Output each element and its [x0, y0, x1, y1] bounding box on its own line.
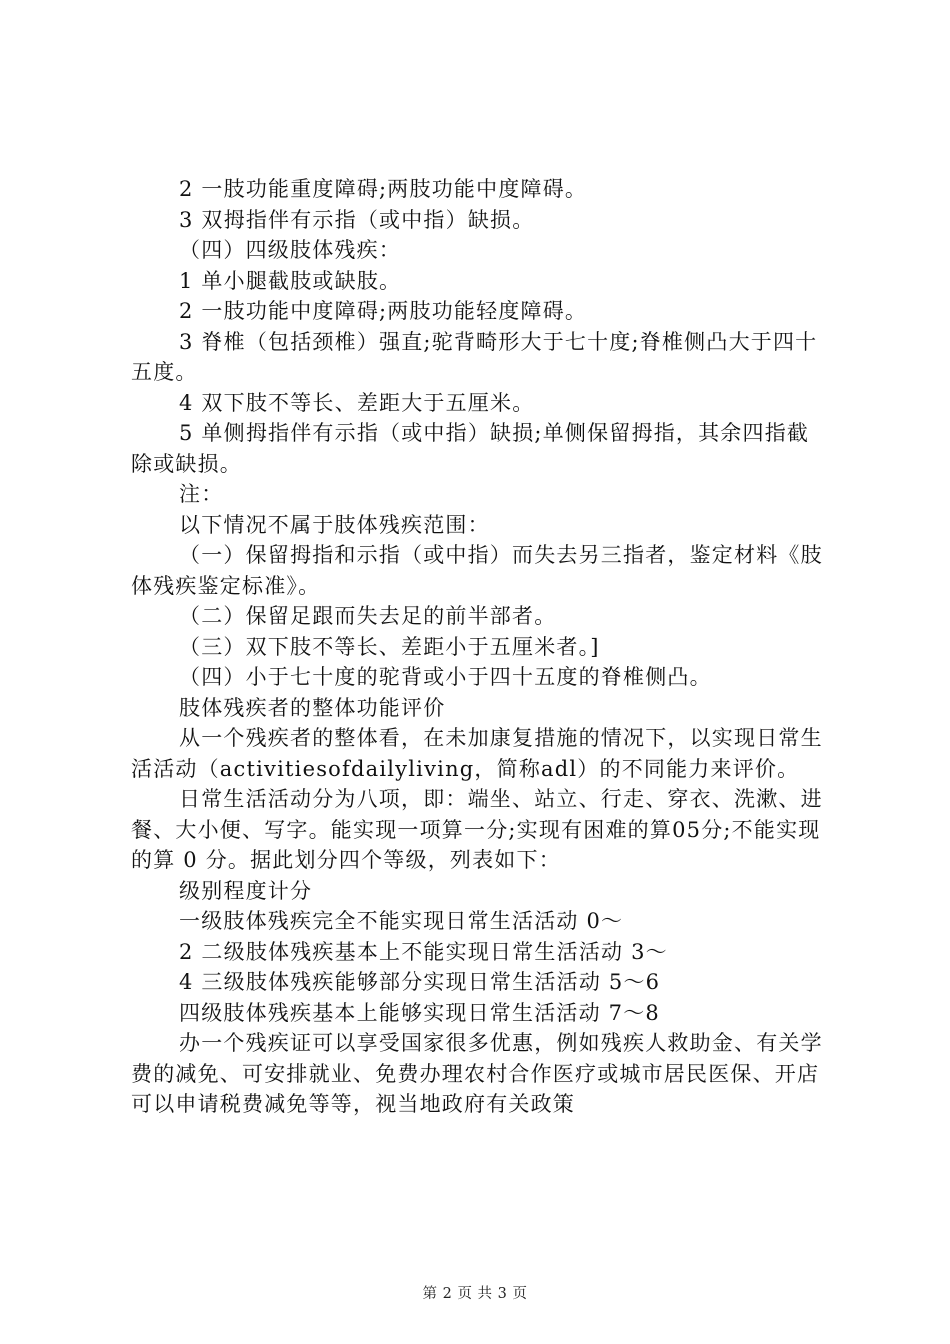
paragraph: 1 单小腿截肢或缺肢。: [179, 268, 402, 293]
paragraph: 日常生活活动分为八项，即：端坐、站立、行走、穿衣、洗漱、进餐、大小便、写字。能实现一项算一分;实现有困难的算05分;不能实现的算 0 分。据此划分四个等级，列表如下：: [131, 787, 823, 872]
paragraph: （四）四级肢体残疾：: [179, 238, 401, 262]
paragraph: （二）保留足跟而失去足的前半部者。: [179, 604, 557, 628]
table-row-line: 4 三级肢体残疾能够部分实现日常生活活动 5～6: [179, 970, 661, 994]
page-number-footer: 第 2 页 共 3 页: [422, 1286, 528, 1302]
table-header-line: 级别程度计分: [179, 878, 313, 903]
paragraph: 2 一肢功能中度障碍;两肢功能轻度障碍。: [179, 299, 588, 323]
paragraph: （四）小于七十度的驼背或小于四十五度的脊椎侧凸。: [179, 665, 712, 689]
paragraph: 以下情况不属于肢体残疾范围：: [179, 512, 490, 537]
document-body: [131, 174, 831, 1120]
paragraph: 注：: [179, 482, 224, 506]
paragraph: 4 双下肢不等长、差距大于五厘米。: [179, 390, 535, 415]
paragraph: （三）双下肢不等长、差距小于五厘米者。]: [179, 634, 600, 659]
section-heading: 肢体残疾者的整体功能评价: [179, 695, 446, 720]
paragraph: 5 单侧拇指伴有示指（或中指）缺损;单侧保留拇指，其余四指截除或缺损。: [131, 421, 810, 476]
paragraph: （一）保留拇指和示指（或中指）而失去另三指者，鉴定材料《肢体残疾鉴定标准》。: [131, 543, 823, 598]
paragraph: 办一个残疾证可以享受国家很多优惠，例如残疾人救助金、有关学费的减免、可安排就业、免费办理农村合作医疗或城市居民医保、开店可以申请税费减免等等，视当地政府有关政策: [131, 1031, 823, 1116]
table-row-line: 四级肢体残疾基本上能够实现日常生活活动 7～8: [179, 1000, 660, 1025]
paragraph: 2 一肢功能重度障碍;两肢功能中度障碍。: [179, 177, 588, 201]
table-row-line: 2 二级肢体残疾基本上不能实现日常生活活动 3～: [179, 939, 668, 964]
paragraph: 3 双拇指伴有示指（或中指）缺损。: [179, 207, 535, 232]
paragraph: 3 脊椎（包括颈椎）强直;驼背畸形大于七十度;脊椎侧凸大于四十五度。: [131, 329, 818, 384]
table-row-line: 一级肢体残疾完全不能实现日常生活活动 0～: [179, 909, 624, 933]
paragraph: 从一个残疾者的整体看，在未加康复措施的情况下，以实现日常生活活动（activitiesofdailyliving，简称adl）的不同能力来评价。: [131, 726, 823, 781]
